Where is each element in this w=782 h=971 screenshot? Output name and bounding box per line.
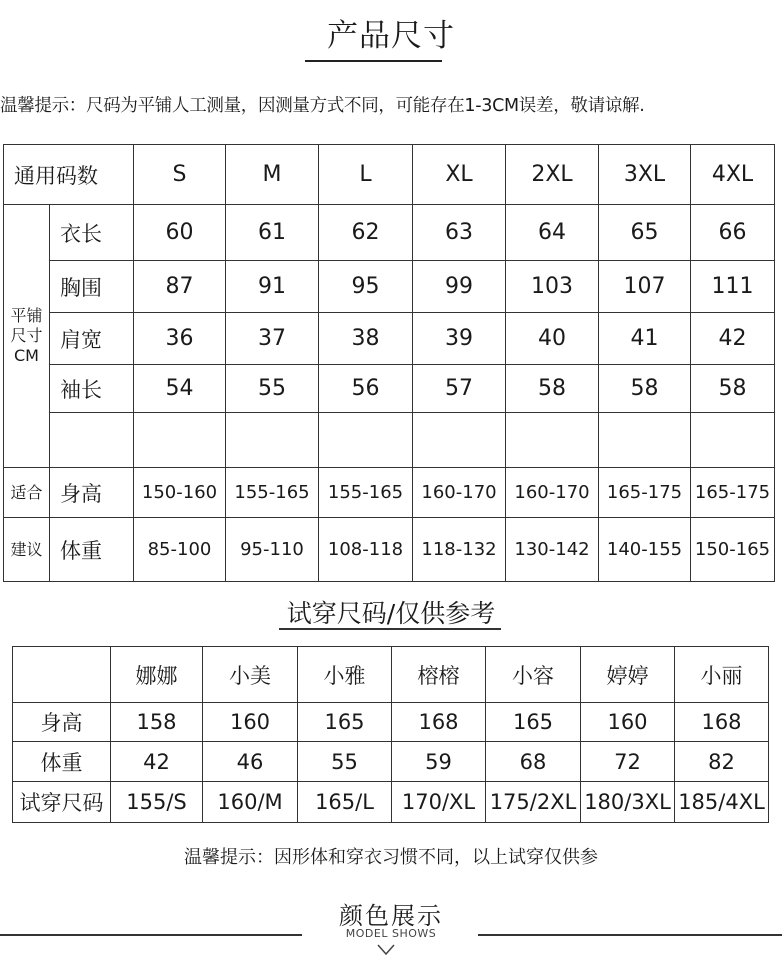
- title-underline: [305, 60, 442, 62]
- corner-cell: [13, 647, 111, 703]
- table-cell: 168: [392, 703, 486, 742]
- table-cell: 55: [298, 742, 392, 782]
- table-cell: 99: [413, 261, 506, 313]
- table-cell: 57: [413, 365, 506, 413]
- row-label: 衣长: [50, 205, 134, 261]
- table-cell: 42: [691, 313, 775, 365]
- table-cell: 103: [506, 261, 599, 313]
- measurement-notice: 温馨提示：尺码为平铺人工测量，因测量方式不同，可能存在1-3CM误差，敬请谅解.: [0, 96, 645, 116]
- empty-cell: [599, 413, 691, 468]
- table-cell: 64: [506, 205, 599, 261]
- table-cell: 38: [319, 313, 413, 365]
- row-label: 试穿尺码: [13, 782, 111, 823]
- table-cell: 175/2XL: [486, 782, 581, 823]
- empty-cell: [50, 413, 134, 468]
- corner-cell: 通用码数: [4, 145, 134, 205]
- table-cell: 56: [319, 365, 413, 413]
- table-cell: 85-100: [134, 518, 226, 582]
- group-label-line: 平铺: [10, 306, 43, 325]
- table-cell: 72: [581, 742, 675, 782]
- table-row: [4, 468, 775, 518]
- group-label-line: 尺寸: [10, 326, 43, 345]
- table-cell: 91: [226, 261, 319, 313]
- table-cell: 160-170: [413, 468, 506, 518]
- table-cell: 165-175: [691, 468, 775, 518]
- empty-cell: [506, 413, 599, 468]
- table-row: [4, 518, 775, 582]
- try-on-table: [12, 646, 769, 823]
- empty-cell: [413, 413, 506, 468]
- size-header: L: [319, 145, 413, 205]
- table-cell: 62: [319, 205, 413, 261]
- table-cell: 60: [134, 205, 226, 261]
- model-name: 娜娜: [111, 647, 203, 703]
- table-cell: 68: [486, 742, 581, 782]
- size-header: S: [134, 145, 226, 205]
- table-cell: 59: [392, 742, 486, 782]
- table-cell: 160: [581, 703, 675, 742]
- table-cell: 46: [203, 742, 298, 782]
- table-cell: 111: [691, 261, 775, 313]
- row-label: 体重: [50, 518, 134, 582]
- try-on-header-row: [13, 647, 769, 703]
- table-cell: 37: [226, 313, 319, 365]
- table-cell: 158: [111, 703, 203, 742]
- table-cell: 58: [599, 365, 691, 413]
- empty-cell: [134, 413, 226, 468]
- group-label-suggest: 适合: [4, 468, 50, 518]
- table-row: [4, 313, 775, 365]
- table-cell: 61: [226, 205, 319, 261]
- group-label-flat-size: [4, 205, 50, 468]
- table-cell: 40: [506, 313, 599, 365]
- size-header: 2XL: [506, 145, 599, 205]
- table-cell: 170/XL: [392, 782, 486, 823]
- color-section-title: 颜色展示: [339, 902, 443, 930]
- table-cell: 55: [226, 365, 319, 413]
- table-cell: 95-110: [226, 518, 319, 582]
- try-on-notice: 温馨提示：因形体和穿衣习惯不同，以上试穿仅供参: [184, 847, 598, 868]
- table-cell: 185/4XL: [675, 782, 769, 823]
- table-cell: 58: [506, 365, 599, 413]
- table-cell: 180/3XL: [581, 782, 675, 823]
- table-cell: 160: [203, 703, 298, 742]
- table-cell: 165: [486, 703, 581, 742]
- group-label-suggest: 建议: [4, 518, 50, 582]
- table-cell: 165: [298, 703, 392, 742]
- row-label: 身高: [13, 703, 111, 742]
- size-header: 3XL: [599, 145, 691, 205]
- row-label: 袖长: [50, 365, 134, 413]
- table-row: [4, 205, 775, 261]
- table-cell: 168: [675, 703, 769, 742]
- table-row: [13, 782, 769, 823]
- row-label: 肩宽: [50, 313, 134, 365]
- page-title: 产品尺寸: [327, 18, 455, 54]
- size-header: 4XL: [691, 145, 775, 205]
- size-header: M: [226, 145, 319, 205]
- table-cell: 87: [134, 261, 226, 313]
- table-cell: 155-165: [319, 468, 413, 518]
- model-name: 小丽: [675, 647, 769, 703]
- model-name: 榕榕: [392, 647, 486, 703]
- table-cell: 108-118: [319, 518, 413, 582]
- try-on-title: 试穿尺码/仅供参考: [286, 599, 496, 628]
- chevron-down-icon: [376, 943, 396, 957]
- table-cell: 41: [599, 313, 691, 365]
- table-cell: 36: [134, 313, 226, 365]
- table-cell: 155/S: [111, 782, 203, 823]
- table-cell: 66: [691, 205, 775, 261]
- size-table: [3, 144, 775, 582]
- table-cell: 63: [413, 205, 506, 261]
- table-cell: 165/L: [298, 782, 392, 823]
- table-cell: 150-160: [134, 468, 226, 518]
- row-label: 胸围: [50, 261, 134, 313]
- table-cell: 160/M: [203, 782, 298, 823]
- color-section-subtitle: MODEL SHOWS: [345, 927, 437, 940]
- model-name: 小雅: [298, 647, 392, 703]
- empty-row: [4, 413, 775, 468]
- table-cell: 39: [413, 313, 506, 365]
- table-cell: 118-132: [413, 518, 506, 582]
- table-cell: 140-155: [599, 518, 691, 582]
- model-name: 婷婷: [581, 647, 675, 703]
- table-cell: 58: [691, 365, 775, 413]
- empty-cell: [319, 413, 413, 468]
- table-cell: 155-165: [226, 468, 319, 518]
- size-header: XL: [413, 145, 506, 205]
- group-label-line: CM: [14, 346, 39, 365]
- size-header-row: [4, 145, 775, 205]
- model-name: 小容: [486, 647, 581, 703]
- model-name: 小美: [203, 647, 298, 703]
- table-cell: 150-165: [691, 518, 775, 582]
- table-cell: 82: [675, 742, 769, 782]
- table-row: [4, 365, 775, 413]
- table-row: [13, 742, 769, 782]
- row-label: 身高: [50, 468, 134, 518]
- table-row: [4, 261, 775, 313]
- table-cell: 95: [319, 261, 413, 313]
- table-cell: 160-170: [506, 468, 599, 518]
- table-cell: 65: [599, 205, 691, 261]
- table-cell: 54: [134, 365, 226, 413]
- table-cell: 130-142: [506, 518, 599, 582]
- try-on-underline: [279, 628, 501, 630]
- empty-cell: [691, 413, 775, 468]
- table-cell: 107: [599, 261, 691, 313]
- table-cell: 42: [111, 742, 203, 782]
- table-cell: 165-175: [599, 468, 691, 518]
- row-label: 体重: [13, 742, 111, 782]
- empty-cell: [226, 413, 319, 468]
- table-row: [13, 703, 769, 742]
